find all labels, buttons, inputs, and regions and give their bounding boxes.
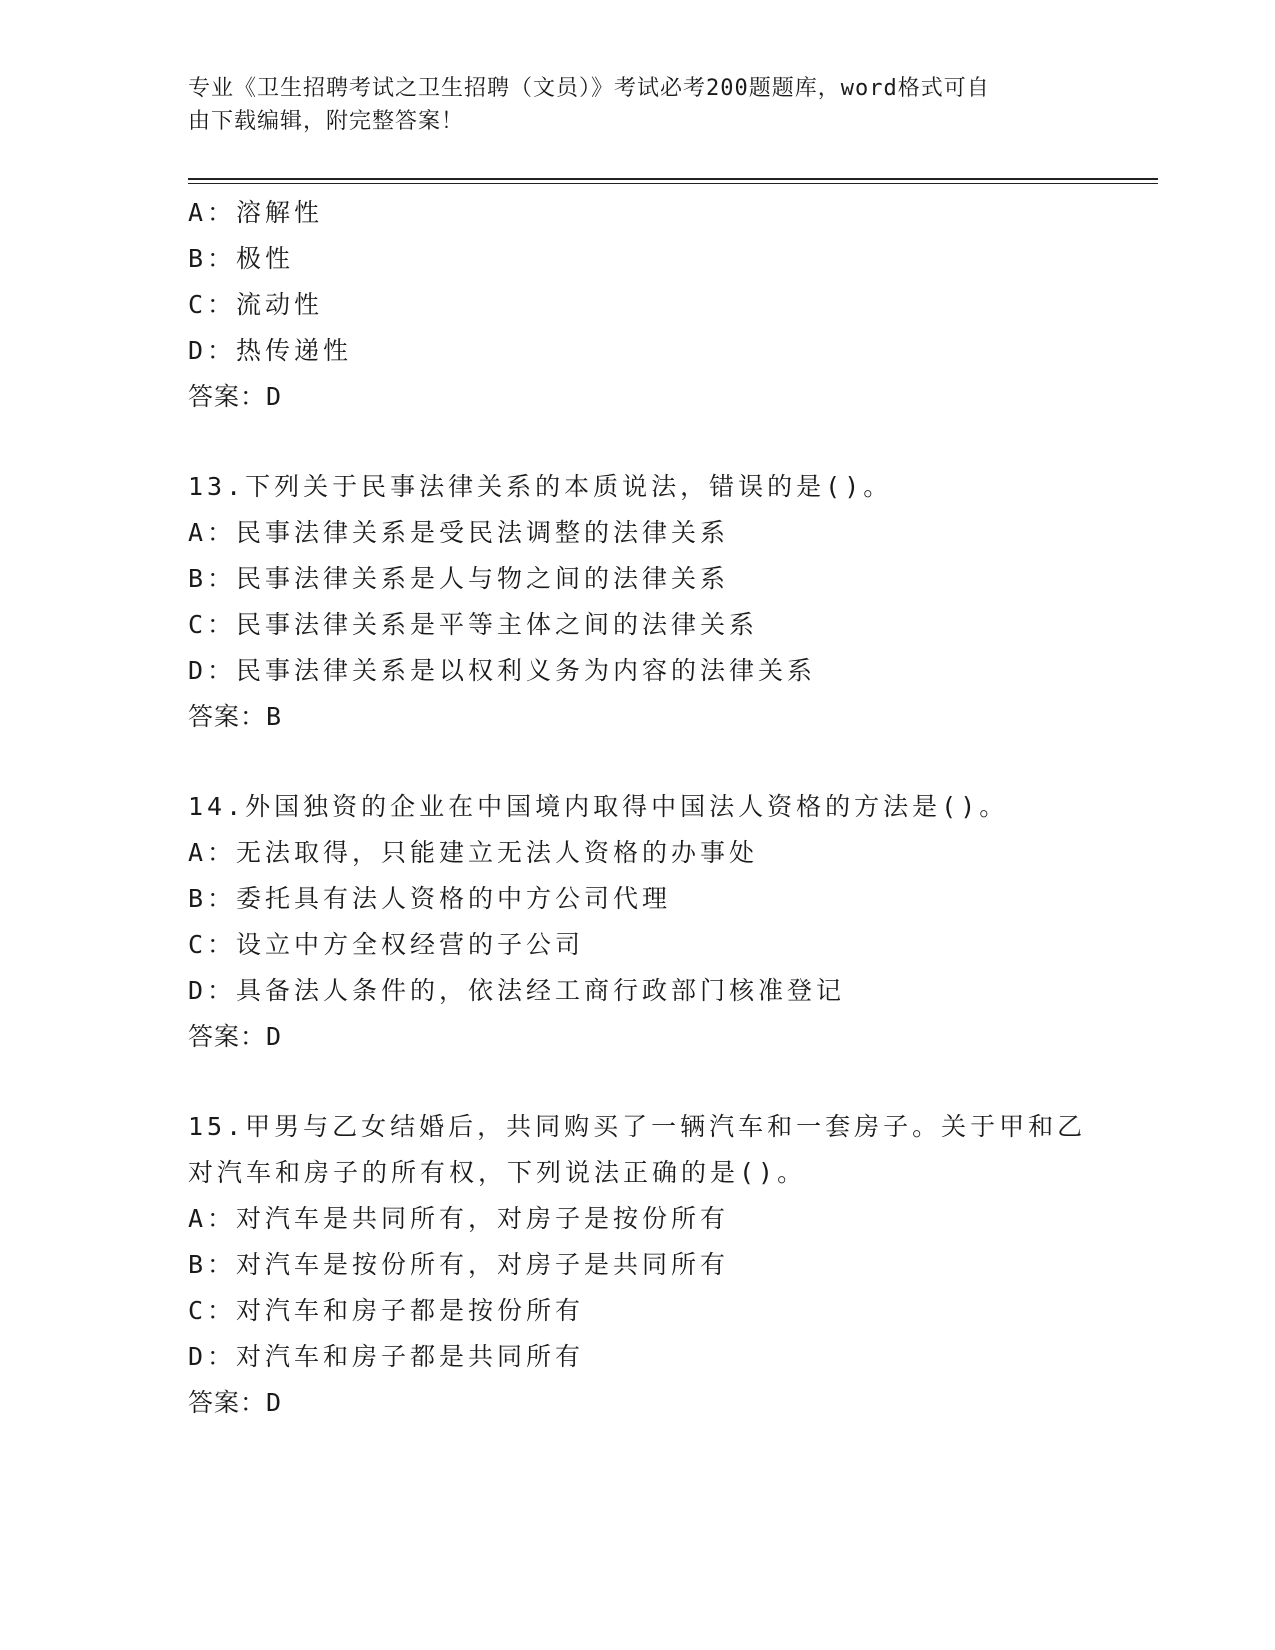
- question-15-stem-line-2: 对汽车和房子的所有权，下列说法正确的是()。: [188, 1158, 807, 1187]
- question-spacer: [188, 740, 1128, 784]
- question-13-stem: 13.下列关于民事法律关系的本质说法，错误的是()。: [188, 472, 893, 501]
- question-13-option-d: D：民事法律关系是以权利义务为内容的法律关系: [188, 656, 817, 685]
- document-header: [188, 72, 1088, 138]
- question-13-option-c: C：民事法律关系是平等主体之间的法律关系: [188, 610, 759, 639]
- question-12-option-a: A：溶解性: [188, 198, 324, 227]
- question-15-option-d: D：对汽车和房子都是共同所有: [188, 1342, 585, 1371]
- question-15-option-c: C：对汽车和房子都是按份所有: [188, 1296, 585, 1325]
- question-12-answer: 答案：D: [188, 382, 283, 411]
- question-spacer: [188, 420, 1128, 464]
- question-12-option-c: C：流动性: [188, 290, 324, 319]
- question-13-block: [188, 464, 1128, 740]
- question-14-option-d: D：具备法人条件的，依法经工商行政部门核准登记: [188, 976, 846, 1005]
- question-13-answer: 答案：B: [188, 702, 283, 731]
- header-divider-thin: [188, 183, 1158, 184]
- question-spacer: [188, 1060, 1128, 1104]
- question-12-block: [188, 190, 1128, 420]
- question-15-block: [188, 1104, 1128, 1426]
- header-line-1: 专业《卫生招聘考试之卫生招聘（文员）》考试必考200题题库，word格式可自: [188, 76, 990, 101]
- question-14-option-c: C：设立中方全权经营的子公司: [188, 930, 585, 959]
- question-15-stem-line-1: 15.甲男与乙女结婚后，共同购买了一辆汽车和一套房子。关于甲和乙: [188, 1112, 1087, 1141]
- question-15-answer: 答案：D: [188, 1388, 283, 1417]
- question-12-option-d: D：热传递性: [188, 336, 353, 365]
- question-13-option-b: B：民事法律关系是人与物之间的法律关系: [188, 564, 730, 593]
- header-divider-thick: [188, 178, 1158, 180]
- question-14-stem: 14.外国独资的企业在中国境内取得中国法人资格的方法是()。: [188, 792, 1009, 821]
- question-12-option-b: B：极性: [188, 244, 295, 273]
- header-line-2: 由下载编辑，附完整答案！: [188, 109, 465, 134]
- question-13-option-a: A：民事法律关系是受民法调整的法律关系: [188, 518, 730, 547]
- question-14-block: [188, 784, 1128, 1060]
- question-15-option-b: B：对汽车是按份所有，对房子是共同所有: [188, 1250, 730, 1279]
- question-14-option-b: B：委托具有法人资格的中方公司代理: [188, 884, 672, 913]
- question-15-option-a: A：对汽车是共同所有，对房子是按份所有: [188, 1204, 730, 1233]
- question-14-answer: 答案：D: [188, 1022, 283, 1051]
- question-14-option-a: A：无法取得，只能建立无法人资格的办事处: [188, 838, 759, 867]
- question-list: [188, 190, 1128, 1426]
